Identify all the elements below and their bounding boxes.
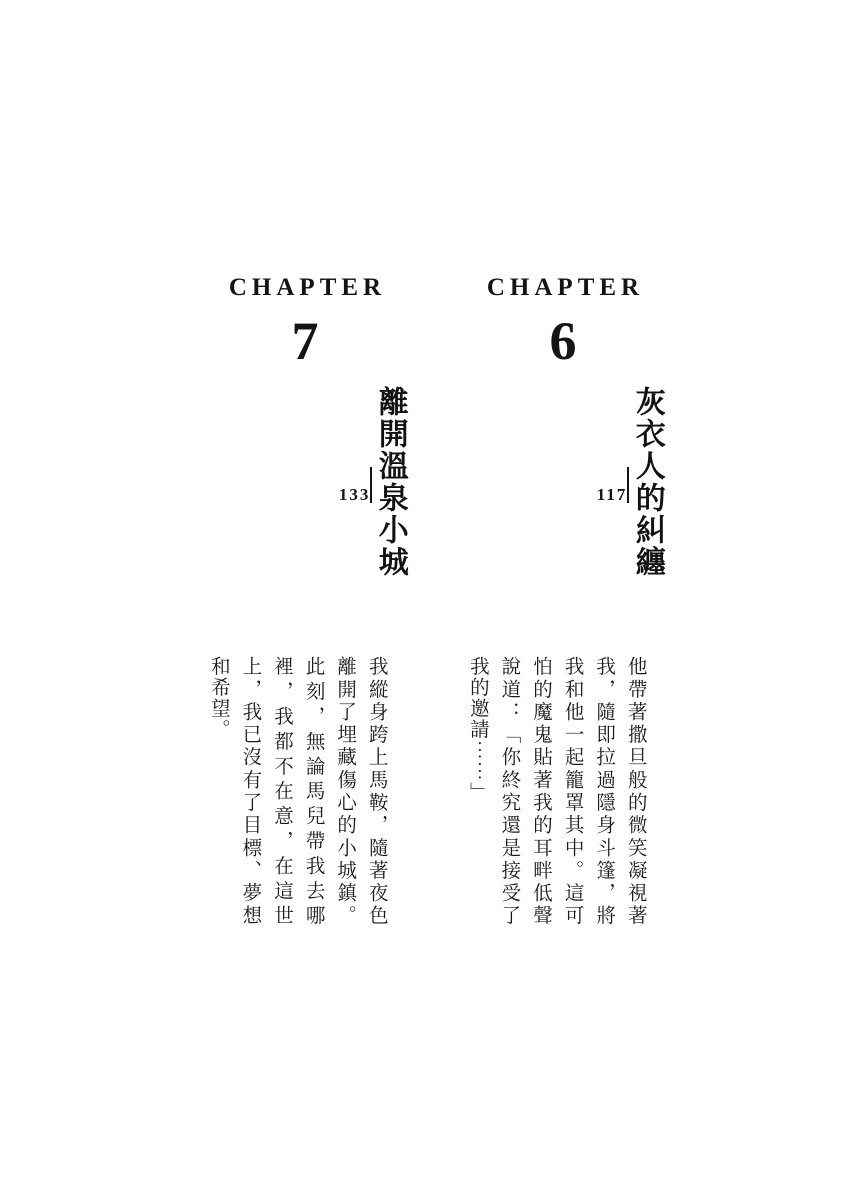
- chapter-number: 7: [291, 311, 319, 371]
- chapter-summary: 我縱身跨上馬鞍，隨著夜色離開了埋藏傷心的小城鎮。此刻，無論馬兒帶我去哪裡，我都不在意，在這世上，我已沒有了目標、夢想和希望。: [207, 656, 387, 926]
- chapter-entry-6: [434, 275, 692, 926]
- chapter-title-column: [597, 386, 665, 656]
- chapter-entry-7: [176, 275, 434, 926]
- chapter-label: CHAPTER: [486, 274, 645, 301]
- chapter-page-number: 117: [596, 484, 628, 504]
- chapter-title-group: [339, 386, 408, 578]
- chapter-vertical-content: [202, 386, 407, 926]
- chapter-title: 灰衣人的糾纏: [630, 386, 664, 578]
- table-of-contents: [0, 275, 847, 975]
- chapter-title-group: [597, 386, 665, 578]
- chapter-page-number: 133: [338, 484, 371, 504]
- chapter-label: CHAPTER: [228, 274, 387, 301]
- chapter-vertical-content: [461, 386, 664, 926]
- chapter-number: 6: [549, 311, 577, 371]
- chapter-summary: 他帶著撒旦般的微笑凝視著我，隨即拉過隱身斗篷，將我和他一起籠罩其中。這可怕的魔鬼貼著我的耳畔低聲說道：「你終究還是接受了我的邀請⋯⋯」: [466, 656, 646, 926]
- chapter-title-column: [339, 386, 408, 656]
- title-rule: [370, 467, 372, 503]
- chapter-title: 離開溫泉小城: [373, 386, 407, 578]
- title-rule: [627, 467, 629, 503]
